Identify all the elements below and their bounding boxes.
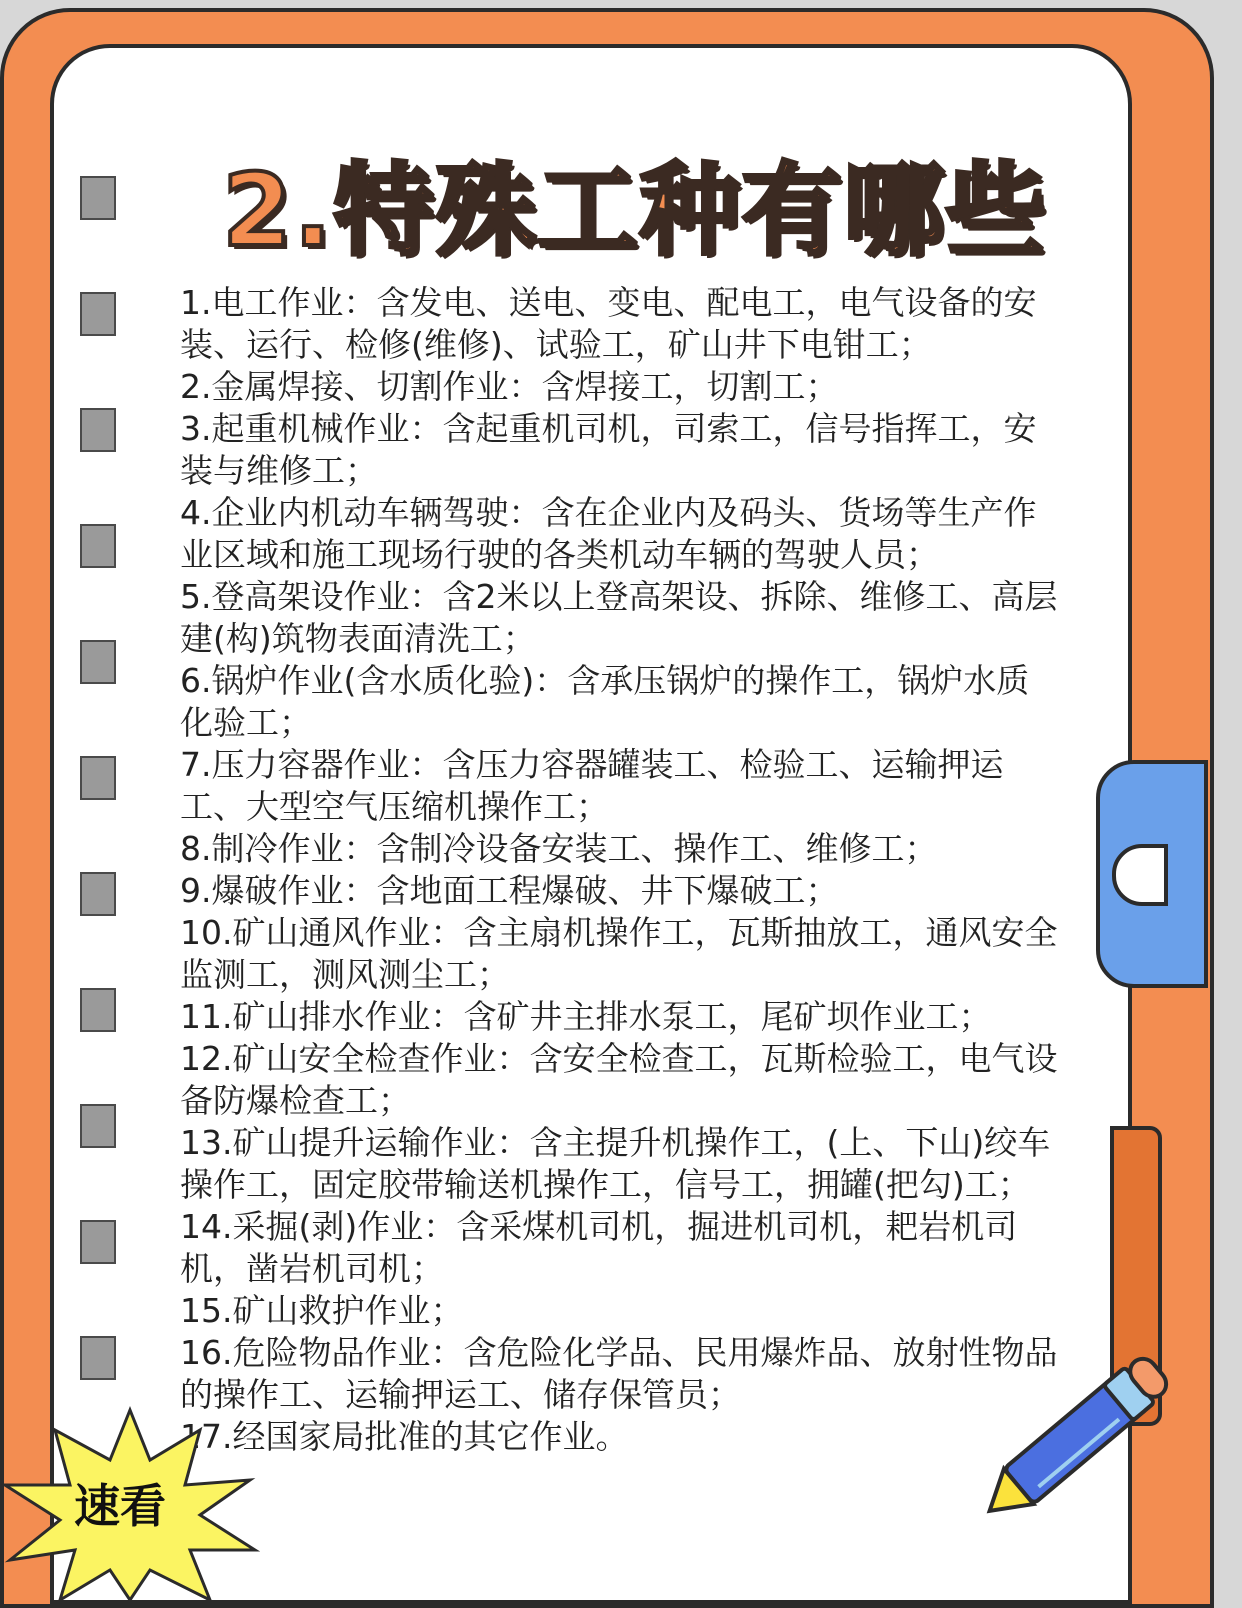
- list-item: 11.矿山排水作业：含矿井主排水泵工，尾矿坝作业工；: [180, 997, 992, 1036]
- binder-hole: [80, 1220, 116, 1264]
- binder-hole: [80, 872, 116, 916]
- list-item: 6.锅炉作业(含水质化验)：含承压锅炉的操作工，锅炉水质化验工；: [180, 661, 1030, 742]
- list-item: 5.登高架设作业：含2米以上登高架设、拆除、维修工、高层建(构)筑物表面清洗工；: [180, 577, 1058, 658]
- list-item: 10.矿山通风作业：含主扇机操作工，瓦斯抽放工，通风安全监测工，测风测尘工；: [180, 913, 1058, 994]
- binder-hole: [80, 988, 116, 1032]
- binder-hole: [80, 408, 116, 452]
- list-item: 7.压力容器作业：含压力容器罐装工、检验工、运输押运工、大型空气压缩机操作工；: [180, 745, 1004, 826]
- list-item: 3.起重机械作业：含起重机司机，司索工，信号指挥工，安装与维修工；: [180, 409, 1037, 490]
- binder-hole: [80, 1336, 116, 1380]
- item-list: [180, 282, 1060, 1458]
- list-item: 14.采掘(剥)作业：含采煤机司机，掘进机司机，耙岩机司机，凿岩机司机；: [180, 1207, 1018, 1288]
- page-title: 2.特殊工种有哪些: [222, 152, 1048, 269]
- list-item: 4.企业内机动车辆驾驶：含在企业内及码头、货场等生产作业区域和施工现场行驶的各类机动车辆的驾驶人员；: [180, 493, 1037, 574]
- binder-hole: [80, 1104, 116, 1148]
- list-item: 8.制冷作业：含制冷设备安装工、操作工、维修工；: [180, 829, 938, 868]
- list-item: 15.矿山救护作业；: [180, 1291, 464, 1330]
- blue-tab: [1096, 760, 1208, 988]
- binder-hole: [80, 756, 116, 800]
- binder-hole: [80, 176, 116, 220]
- badge-label: 速看: [74, 1479, 166, 1533]
- list-item: 9.爆破作业：含地面工程爆破、井下爆破工；: [180, 871, 839, 910]
- list-item: 2.金属焊接、切割作业：含焊接工，切割工；: [180, 367, 839, 406]
- binder-hole: [80, 640, 116, 684]
- list-item: 17.经国家局批准的其它作业。: [180, 1417, 629, 1456]
- tab-notch: [1112, 844, 1168, 906]
- list-item: 16.危险物品作业：含危险化学品、民用爆炸品、放射性物品的操作工、运输押运工、储存保管员；: [180, 1333, 1058, 1414]
- list-item: 1.电工作业：含发电、送电、变电、配电工，电气设备的安装、运行、检修(维修)、试验工，矿山井下电钳工；: [180, 283, 1037, 364]
- binder-hole: [80, 524, 116, 568]
- list-item: 12.矿山安全检查作业：含安全检查工，瓦斯检验工，电气设备防爆检查工；: [180, 1039, 1058, 1120]
- pencil-icon: [960, 1330, 1200, 1540]
- binder-hole: [80, 292, 116, 336]
- list-item: 13.矿山提升运输作业：含主提升机操作工，(上、下山)绞车操作工，固定胶带输送机操作工，信号工，拥罐(把勾)工；: [180, 1123, 1051, 1204]
